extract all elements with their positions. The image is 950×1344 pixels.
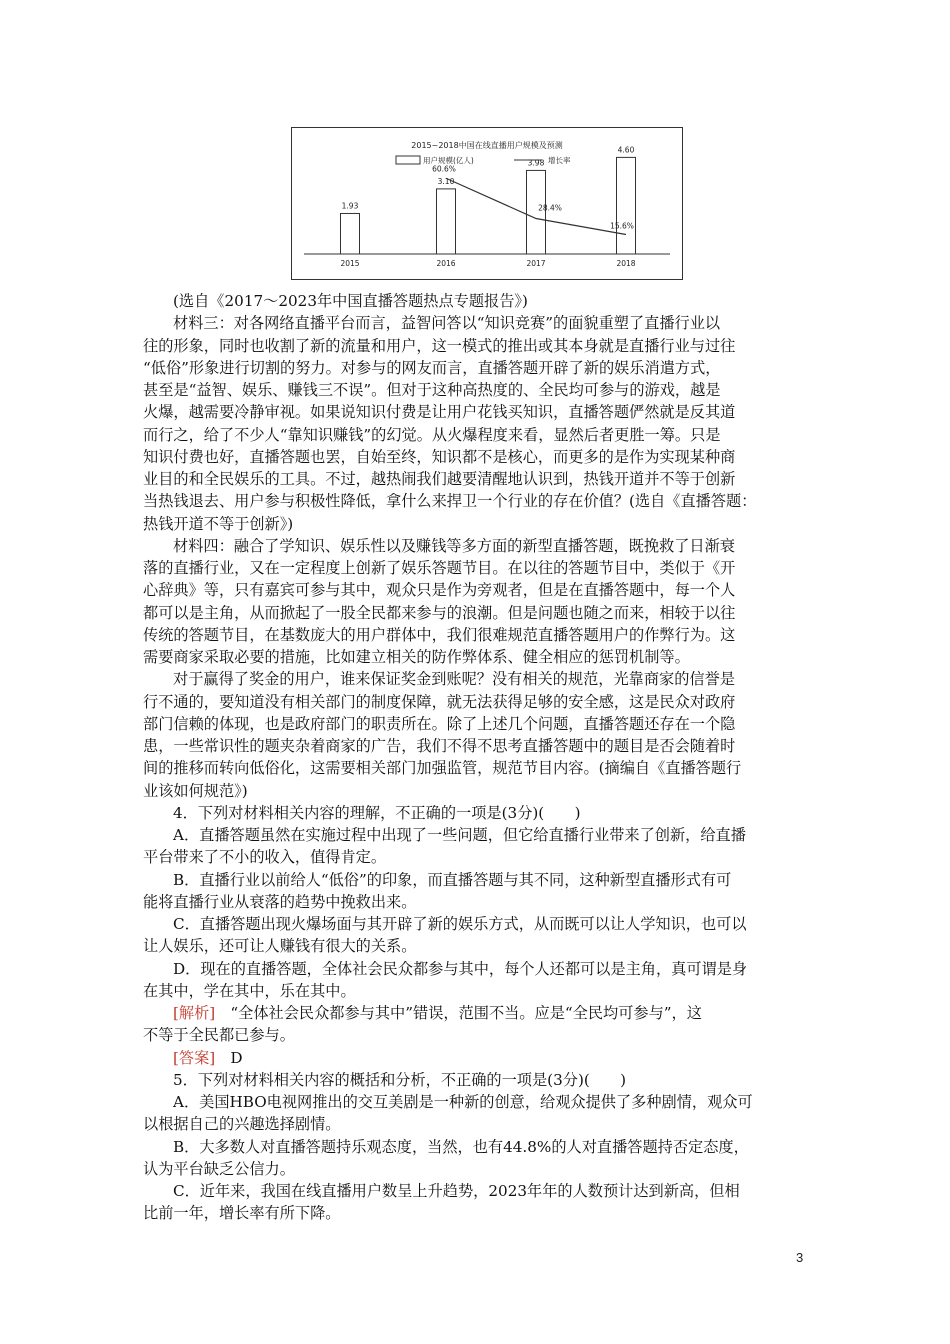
line-text: 部门信赖的体现，也是政府部门的职责所在。除了上述几个问题，直播答题还存在一个隐 xyxy=(143,714,736,733)
text-line xyxy=(143,379,811,401)
text-line xyxy=(143,490,811,512)
line-text: B．大多数人对直播答题持乐观态度，当然，也有44.8%的人对直播答题持否定态度， xyxy=(173,1137,749,1156)
bar-value-label: 3.98 xyxy=(527,158,545,168)
text-line xyxy=(143,513,811,535)
line-text: 都可以是主角，从而掀起了一股全民都来参与的浪潮。但是问题也随之而来，相较于以往 xyxy=(143,603,736,622)
text-line xyxy=(143,312,811,334)
text-line xyxy=(143,357,811,379)
line-text: 对于赢得了奖金的用户，谁来保证奖金到账呢？没有相关的规范，光靠商家的信誉是 xyxy=(173,670,735,689)
text-line xyxy=(143,1002,811,1024)
line-text: 而行之，给了不少人“靠知识赚钱”的幻觉。从火爆程度来看，显然后者更胜一筹。只是 xyxy=(143,425,721,444)
line-text: 能将直播行业从衰落的趋势中挽救出来。 xyxy=(143,892,417,911)
text-line xyxy=(143,535,811,557)
text-line xyxy=(143,335,811,357)
line-text: 平台带来了不小的收入，值得肯定。 xyxy=(143,848,386,867)
text-line xyxy=(143,1202,811,1224)
text-line xyxy=(143,1136,811,1158)
line-text: “全体社会民众都参与其中”错误，范围不当。应是“全民均可参与”，这 xyxy=(230,1004,702,1022)
line-text: D xyxy=(230,1048,243,1067)
line-text: 知识付费也好，直播答题也罢，自始至终，知识都不是核心，而更多的是作为实现某种商 xyxy=(143,447,736,466)
text-line xyxy=(143,802,811,824)
text-line xyxy=(143,624,811,646)
text-line xyxy=(143,913,811,935)
line-text: (选自《2017～2023年中国直播答题热点专题报告》) xyxy=(173,292,528,310)
x-tick-label: 2018 xyxy=(616,259,636,268)
text-line xyxy=(143,691,811,713)
line-text: 材料三：对各网络直播平台而言，益智问答以“知识竞赛”的面貌重塑了直播行业以 xyxy=(173,314,721,333)
legend-line-label: 增长率 xyxy=(548,156,571,165)
line-text: 材料四：融合了学知识、娱乐性以及赚钱等多方面的新型直播答题，既挽救了日渐衰 xyxy=(173,536,735,555)
line-text: 比前一年，增长率有所下降。 xyxy=(143,1204,341,1223)
line-text: C．直播答题出现火爆场面与其开辟了新的娱乐方式，从而既可以让人学知识，也可以 xyxy=(173,915,747,933)
text-line xyxy=(143,424,811,446)
line-text: 当热钱退去、用户参与积极性降低，拿什么来捍卫一个行业的存在价值？(选自《直播答题： xyxy=(143,492,757,511)
answer-tag: [答案] xyxy=(173,1048,216,1067)
bar-2015 xyxy=(341,213,360,254)
line-text: 以根据自己的兴趣选择剧情。 xyxy=(143,1115,341,1134)
line-text: 心辞典》等，只有嘉宾可参与其中，观众只是作为旁观者，但是在直播答题中，每一个人 xyxy=(143,581,736,600)
bar-value-label: 3.10 xyxy=(437,176,455,186)
line-text: 往的形象，同时也收割了新的流量和用户，这一模式的推出或其本身就是直播行业与过往 xyxy=(143,336,736,355)
bar-value-label: 4.60 xyxy=(617,145,635,155)
x-tick-label: 2015 xyxy=(340,259,360,268)
line-text: 传统的答题节目，在基数庞大的用户群体中，我们很难规范直播答题用户的作弊行为。这 xyxy=(143,625,736,644)
text-line xyxy=(143,668,811,690)
text-line xyxy=(143,1047,811,1069)
text-line xyxy=(143,1180,811,1202)
text-line xyxy=(143,824,811,846)
line-text: 5．下列对材料相关内容的概括和分析，不正确的一项是(3分)( ) xyxy=(173,1070,627,1089)
text-line xyxy=(143,468,811,490)
line-text: 落的直播行业，又在一定程度上创新了娱乐答题节目。在以往的答题节目中，类似于《开 xyxy=(143,559,736,577)
line-text: D．现在的直播答题，全体社会民众都参与其中，每个人还都可以是主角，真可谓是身 xyxy=(173,959,748,978)
line-text: 热钱开道不等于创新》) xyxy=(143,514,294,533)
text-line xyxy=(143,891,811,913)
text-line xyxy=(143,1069,811,1091)
text-line xyxy=(143,780,811,802)
text-line xyxy=(143,1113,811,1135)
text-line xyxy=(143,757,811,779)
text-line xyxy=(143,290,811,312)
line-text: 让人娱乐，还可让人赚钱有很大的关系。 xyxy=(143,937,417,956)
x-tick-label: 2016 xyxy=(436,259,456,268)
text-line xyxy=(143,846,811,868)
text-line xyxy=(143,557,811,579)
growth-rate-label: 15.6% xyxy=(610,221,634,231)
bar-value-label: 1.93 xyxy=(341,201,359,211)
page-number: 3 xyxy=(796,1250,804,1265)
line-text: 业目的和全民娱乐的工具。不过，越热闹我们越要清醒地认识到，热钱开道并不等于创新 xyxy=(143,470,736,488)
growth-rate-label: 60.6% xyxy=(432,164,456,174)
line-text: 业该如何规范》) xyxy=(143,781,248,800)
line-text: 间的推移而转向低俗化，这需要相关部门加强监管，规范节目内容。(摘编自《直播答题行 xyxy=(143,759,742,778)
line-text: 行不通的，要知道没有相关部门的制度保障，就无法获得足够的安全感，这是民众对政府 xyxy=(143,692,736,711)
line-text: “低俗”形象进行切割的努力。对参与的网友而言，直播答题开辟了新的娱乐消遣方式， xyxy=(143,358,721,377)
text-line xyxy=(143,735,811,757)
text-line xyxy=(143,958,811,980)
line-text: 在其中，学在其中，乐在其中。 xyxy=(143,981,356,1000)
chart-figure xyxy=(291,127,683,280)
line-text: C．近年来，我国在线直播用户数呈上升趋势，2023年年的人数预计达到新高，但相 xyxy=(173,1182,740,1200)
line-text: 不等于全民都已参与。 xyxy=(143,1026,295,1045)
bar-2016 xyxy=(437,189,456,254)
line-text: B．直播行业以前给人“低俗”的印象，而直播答题与其不同，这种新型直播形式有可 xyxy=(173,870,732,889)
legend-bar-swatch xyxy=(396,156,420,164)
text-line xyxy=(143,602,811,624)
bar-2018 xyxy=(617,157,636,254)
text-line xyxy=(143,1091,811,1113)
text-line xyxy=(143,646,811,668)
text-line xyxy=(143,579,811,601)
line-text: 甚至是“益智、娱乐、赚钱三不误”。但对于这种高热度的、全民均可参与的游戏，越是 xyxy=(143,381,721,399)
legend-bar-label: 用户规模(亿人) xyxy=(423,156,474,165)
line-text: A．美国HBO电视网推出的交互美剧是一种新的创意，给观众提供了多种剧情，观众可 xyxy=(173,1093,753,1111)
chart-title: 2015~2018中国在线直播用户规模及预测 xyxy=(411,141,563,150)
line-text: 需要商家采取必要的措施，比如建立相关的防作弊体系、健全相应的惩罚机制等。 xyxy=(143,648,690,666)
text-line xyxy=(143,869,811,891)
text-line xyxy=(143,713,811,735)
text-line xyxy=(143,980,811,1002)
line-text: A．直播答题虽然在实施过程中出现了一些问题，但它给直播行业带来了创新，给直播 xyxy=(173,826,746,844)
text-line xyxy=(143,401,811,423)
text-line xyxy=(143,446,811,468)
answer-tag: [解析] xyxy=(173,1004,216,1022)
line-text: 认为平台缺乏公信力。 xyxy=(143,1159,295,1178)
line-text: 4．下列对材料相关内容的理解，不正确的一项是(3分)( ) xyxy=(173,803,581,822)
growth-rate-label: 28.4% xyxy=(538,203,562,213)
line-text: 患，一些常识性的题夹杂着商家的广告，我们不得不思考直播答题中的题目是否会随着时 xyxy=(143,737,736,755)
text-line xyxy=(143,1024,811,1046)
line-text: 火爆，越需要冷静审视。如果说知识付费是让用户花钱买知识，直播答题俨然就是反其道 xyxy=(143,403,736,422)
chart-svg xyxy=(292,128,682,279)
text-line xyxy=(143,1158,811,1180)
text-line xyxy=(143,935,811,957)
x-tick-label: 2017 xyxy=(526,259,546,268)
document-body xyxy=(143,290,811,1225)
